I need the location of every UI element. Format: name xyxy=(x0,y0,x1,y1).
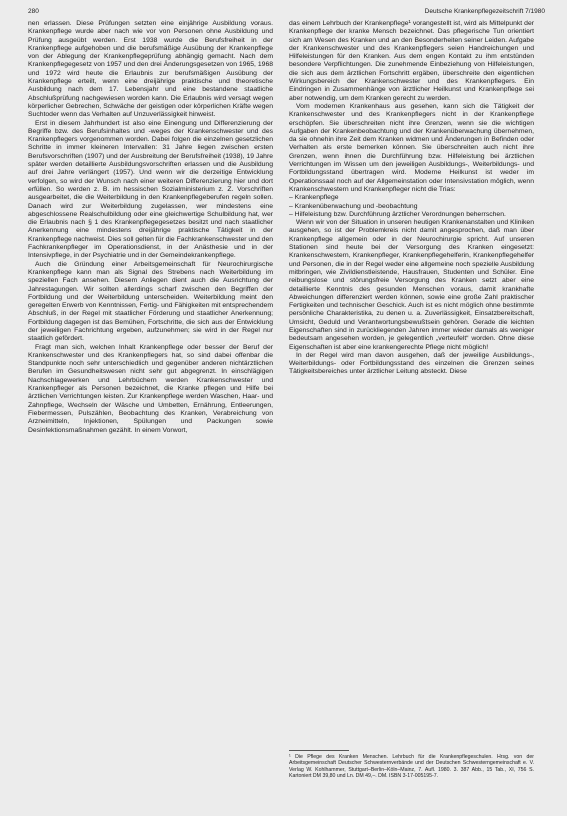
left-column xyxy=(28,20,273,435)
list-item: – Krankenüberwachung und -beobachtung xyxy=(289,202,418,210)
running-header xyxy=(28,7,545,17)
paragraph: das einem Lehrbuch der Krankenpflege¹ vorangestellt ist, wird als Mittelpunkt der Krankenpflege der kranke Mensch bezeichnet. Das pflegerische Tun orientiert sich am Wesen des Kranken und an den Besonderheiten seiner Leiden. Aufgabe der Krankenschwester und des Krankenpflegers seien Handreichungen und Hilfeleistungen für den Kranken. Aus dem engen Kontakt zu ihm entstünden besondere Verpflichtungen. Die zunehmende Einbeziehung von Hilfeleistungen, die sich aus dem ärztlichen Fortschritt ergäben, überschreite den eigentlichen Wirkungsbereich der Krankenschwester und des Krankenpflegers. Ein Eindringen in Zusammenhänge von ärztlicher Heilkunst und Krankenpflege sei aber notwendig, um dem Kranken gerecht zu werden. xyxy=(289,20,534,102)
paragraph: Auch die Gründung einer Arbeitsgemeinschaft für Neurochirurgische Krankenpflege kann man als Signal des Strebens nach Weiterbildung im speziellen Fach ansehen. Diesem Anliegen dient auch die Ausrichtung der Jahrestagungen. Wir sollten allerdings scharf zwischen den Begriffen der Fortbildung und der Weiterbildung unterscheiden. Weiterbildung meint den geregelten Erwerb von Kenntnissen, Fertig- und Fähigkeiten mit entsprechendem Abschluß, in der Regel mit staatlicher Förderung und staatlicher Anerkennung; Fortbildung dagegen ist das Bemühen, Fortschritte, die sich aus der Entwicklung der jeweiligen Fachrichtung ergeben, aufzunehmen; sie wird in der Regel nur staatlich gefördert. xyxy=(28,260,273,343)
footnote-divider xyxy=(289,750,349,751)
paragraph: Vom modernen Krankenhaus aus gesehen, kann sich die Tätigkeit der Krankenschwester und des Krankenpflegers nicht in der Krankenpflege erschöpfen. Sie überschreiten nicht ihre Grenzen, wenn sie die wichtigen Aufgaben der Krankenbeobachtung und der Krankenüberwachung übernehmen, da sie ohnehin ihre Zeit dem Kranken widmen und Änderungen in Befinden oder Verhalten als erste bemerken können. Sie überschreiten auch nicht ihre Grenzen, wenn ihnen die Durchführung bzw. Hilfeleistung bei ärztlichen Verrichtungen im Wissen um den jeweiligen Ausbildungs-, Weiterbildungs- und Fortbildungsstand übertragen wird. Moderne Heilkunst ist weder im Operationssaal noch auf der Allgemeinstation oder Intensivstation möglich, wenn Krankenschwestern und Krankenpfleger nicht die Trias: xyxy=(289,102,534,193)
paragraph: nen erlassen. Diese Prüfungen setzten eine einjährige Ausbildung voraus. Krankenpflege wurde aber nach wie vor von Personen ohne Ausbildung und Prüfung ausgeübt werden. Erst 1938 wurde die Berufsfreiheit in der Krankenpflege aufgehoben und die berufsmäßige Ausübung der Krankenpflege von der Ablegung der Krankenpflegeprüfung abhängig gemacht. Nach dem Krankenpflegegesetz von 1957 und den drei Änderungsgesetzen von 1965, 1968 und 1972 wird heute die Erlaubnis zur berufsmäßigen Ausübung der Krankenpflege erteilt, wenn eine dreijährige praktische und theoretische Ausbildung nach dem 17. Lebensjahr und eine bestandene staatliche Abschlußprüfung nachgewiesen worden kann. Die Erlaubnis wird versagt wegen körperlicher Gebrechen, Schwäche der geistigen oder körperlichen Kräfte wegen Suchtoder wenn das Verhalten auf Unzuverlässigkeit hinweist. xyxy=(28,20,273,119)
list-item: – Krankenpflege xyxy=(289,194,339,202)
journal-title: Deutsche Krankenpflegezeitschrift 7/1980 xyxy=(424,8,545,15)
paragraph: Erst in diesem Jahrhundert ist also eine Einengung und Differenzierung der Begriffe bzw. des Berufsinhaltes und -weges der Krankenschwester und des Krankenpflegers vorgenommen worden. Dabei folgen die einzelnen gesetzlichen Schritte in immer kleineren Intervallen: 31 Jahre liegen zwischen ersten Berufsvorschriften (1907) und der Ausbreitung der Berufsfreiheit (1938), 19 Jahre später werden detaillierte Ausbildungsvorschriften erlassen und die Ausbildung auf drei Jahre verlängert (1957). Und wenn wir die derzeitige Entwicklung verfolgen, so wird der Wunsch nach einer weiteren Differenzierung hier und dort erfüllen. So werden z. B. im hessischen Sozialministerium z. Z. Vorschriften ausgearbeitet, die die Weiterbildung in den Krankenpflegeberufen regeln sollen. Danach wird zur Weiterbildung zugelassen, wer mindestens eine abgeschlossene Realschulbildung oder eine gleichwertige Schulbildung hat, wer die Erlaubnis nach § 1 des Krankenpflegegesetzes besitzt und nach staatlicher Anerkennung eine mindestens dreijährige praktische Tätigkeit in der Krankenpflege nachweist. Dies soll gelten für die Fachkrankenschwester und den Fachkrankenpfleger im Operationsdienst, in der Anästhesie und in der Intensivpflege, in der Psychiatrie und in der Gemeindekrankenpflege. xyxy=(28,119,273,260)
footnote: ¹ Die Pflege des Kranken Menschen. Lehrbuch für die Krankenpflegeschulen. Hrsg. von der Arbeitsgemeinschaft Deutscher Schwesternverbände und der Deutschen Schwesterngemeinschaft e. V. Verlag W. Kohlhammer, Stuttgart–Berlin–Köln–Mainz, 7. Aufl. 1980. 3. 387 Abb., 15 Tab., XI, 756 S. Kartoniert DM 39,80 und Ln. DM 49,–. DM. ISBN 3-17-005195-7. xyxy=(289,754,534,779)
paragraph: Fragt man sich, welchen Inhalt Krankenpflege oder besser der Beruf der Krankenschwester und des Krankenpflegers hat, so sind dabei offenbar die Standpunkte noch sehr unterschiedlich und gegenüber anderen nichtärztlichen Berufen im Gesundheitswesen nicht sehr gut abgegrenzt. In einschlägigen Nachschlagewerken und Lehrbüchern werden Krankenschwester und Krankenpfleger als Personen bezeichnet, die Kranke pflegen und Hilfe bei ärztlichen Verrichtungen leisten. Zur Krankenpflege werden Waschen, Haar- und Zahnpflege, Wechseln der Wäsche und Umbetten, Ernährung, Entleerungen, Fiebermessen, Pulszählen, Beobachtung des Kranken, Verabreichung von Arzneimitteln, Injektionen, Spülungen und Packungen sowie Desinfektionsmaßnahmen gezählt. In einem Vorwort, xyxy=(28,343,273,434)
paragraph: In der Regel wird man davon ausgehen, daß der jeweilige Ausbildungs-, Weiterbildungs- oder Fortbildungsstand des einzelnen die Grenzen seines Tätigkeitsbereiches unter ärztlicher Leitung absteckt. Diese xyxy=(289,351,534,376)
list-item: – Hilfeleistung bzw. Durchführung ärztlicher Verordnungen beherrschen. xyxy=(289,210,506,218)
paragraph: Wenn wir von der Situation in unseren heutigen Krankenanstalten und Kliniken ausgehen, so ist der Problemkreis nicht damit angesprochen, daß man über Krankenpflege allgemein oder in der Neurochirurgie spricht. Auf unseren Stationen sind heute bei der Versorgung des Kranken eingesetzt: Krankenschwestern, Krankenpfleger, Krankenpflegehelferin, Krankenpflegehelfer und Personen, die in der Regel weder eine allgemeine noch spezielle Ausbildung mitbringen, wie Zivildienstleistende, Hausfrauen, Studenten und Schüler. Eine reibungslose und störungsfreie Versorgung des Kranken setzt aber eine detaillierte Kenntnis des gesunden Menschen voraus, damit krankhafte Abweichungen differenziert werden können, sowie eine große Zahl praktischer Fertigkeiten und technischer Geschick. Auch ist es nicht möglich ohne bestimmte persönliche Charakteristika, zu denen u. a. Zuverlässigkeit, Einsatzbereitschaft, Umsicht, Geduld und Verantwortungsbewußtsein gehören. Gerade die leichten Eigenschaften sind in zurückliegenden Jahren immer wieder damals als weniger bedeutsam angesehen worden, je gelegentlich „verteufelt“ worden. Ohne diese Eigenschaften ist aber eine krankengerechte Pflege nicht möglich! xyxy=(289,219,534,351)
page-number: 280 xyxy=(28,8,39,15)
right-column xyxy=(289,20,534,377)
